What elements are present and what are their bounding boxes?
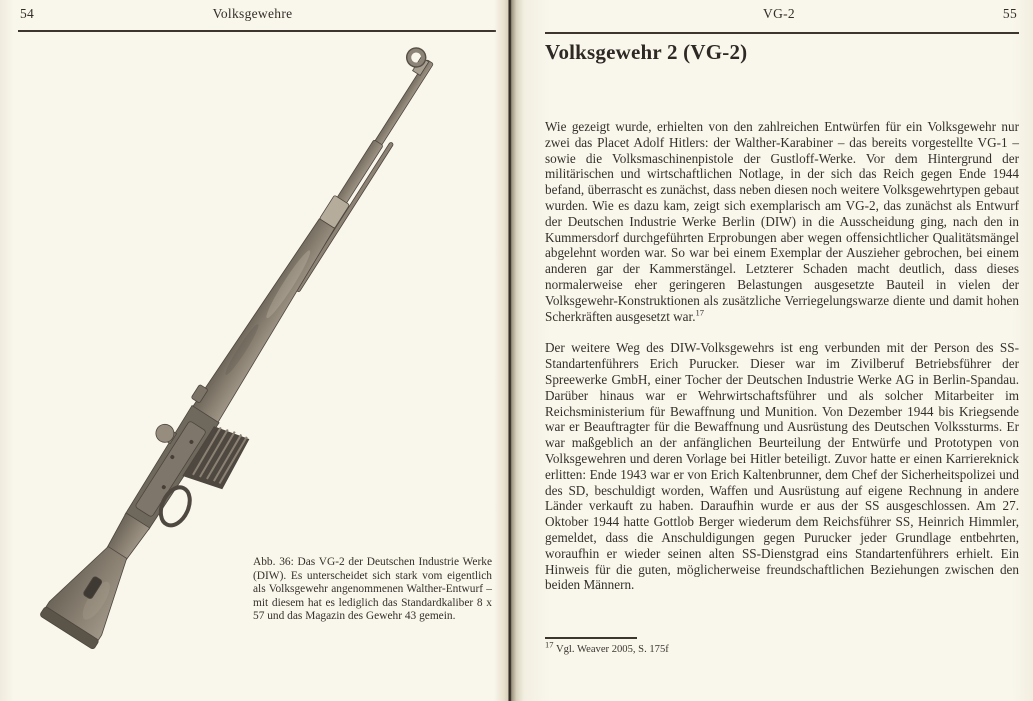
paragraph-1: [545, 119, 1019, 324]
paragraph-2-text: Der weitere Weg des DIW-Volksgewehrs ist eng verbunden mit der Person des SS-Standartenführers Erich Purucker. Dieser war im Zivilberuf Betriebsführer der Spreewerke GmbH, einer Tocher der Deutschen Industrie Werke AG in Berlin-Spandau. Darüber hinaus war er Wehrwirtschaftsführer und als solcher Mitarbeiter im Reichsministerium für Bewaffnung und Munition. Von Dezember 1944 bis Kriegsende war er Beauftragter für die Bewaffnung und Ausrüstung des Deutschen Volkssturms. Er war maßgeblich an der anfänglichen Beurteilung der Entwürfe und Prototypen von Volksgewehren und deren Vorlage bei Hitler beteiligt. Zuvor hatte er einen Karriereknick erlitten: Ende 1943 war er von Erich Kaltenbrunner, dem Chef der Sicherheitspolizei und des SD, beschuldigt worden, Waffen und Ausrüstung auf eigene Rechnung in andere Länder verkauft zu haben. Daraufhin wurde er aus der SS ausgeschlossen. Am 27. Oktober 1944 hatte Gottlob Berger wiederum dem Reichsführer SS, Heinrich Himmler, gemeldet, dass die Anschuldigungen gegen Purucker jeder Grundlage entbehrten, woraufhin er wieder seinen alten SS-Dienstgrad eins Standartenführers erhielt. Ein Hinweis für die guten, möglicherweise freundschaftlichen Beziehungen zwischen den beiden Männern.: [545, 340, 1019, 593]
footnote-number: 17: [545, 638, 554, 649]
right-page-number: 55: [1002, 6, 1017, 21]
footnote-rule: [545, 637, 637, 639]
footnote-text: [545, 638, 845, 655]
book-gutter: [494, 0, 528, 701]
left-running-title: Volksgewehre: [212, 6, 293, 21]
rifle-barrel: [373, 59, 433, 148]
left-page-number: 54: [20, 6, 35, 21]
left-page: [0, 0, 505, 701]
rifle-cleaning-rod: [296, 142, 394, 293]
body-text: [545, 119, 1019, 609]
left-header-rule: [18, 30, 496, 32]
right-page: [525, 0, 1033, 701]
footnote-citation: Vgl. Weaver 2005, S. 175f: [555, 643, 669, 655]
paragraph-2: [545, 340, 1019, 593]
paragraph-1-text: Wie gezeigt wurde, erhielten von den zahlreichen Entwürfen für ein Volksgewehr nur zwei das Placet Adolf Hitlers: der Walther-Karabiner – das bereits vorgestellte VG-1 – sowie die Volksmaschinenpistole der Gustloff-Werke. Vor dem Hintergrund der militärischen und wirtschaftlichen Notlage, in der sich das Reich gegen Ende 1944 befand, überrascht es zunächst, dass neben diesen noch weitere Volksgewehrtypen gebaut wurden. Wie es dazu kam, zeigt sich exemplarisch am VG-2, das zunächst als Entwurf der Deutschen Industrie Werke Berlin (DIW) in die Ausscheidung ging, nach den in Kummersdorf durchgeführten Erprobungen aber wegen offensichtlicher Qualitätsmängel abgelehnt worden war. So war bei einem Exemplar der Auszieher gebrochen, bei einem anderen gar der Kammerstängel. Letzterer Schaden macht deutlich, dass dieses normalerweise eher geringeren Belastungen ausgesetzte Bauteil in vielen der Volksgewehr-Konstruktionen als zusätzliche Verriegelungswarze diente und damit hohen Scherkräften ausgesetzt war.: [545, 119, 1019, 324]
chapter-title: Volksgewehr 2 (VG-2): [545, 40, 748, 64]
right-running-title: VG-2: [763, 6, 795, 21]
footnote-reference: 17: [695, 307, 704, 318]
figure-caption: Abb. 36: Das VG-2 der Deutschen Industrie Werke (DIW). Es unterscheidet sich stark vom eigentlich als Volksgewehr angenommenen Walther-Entwurf – mit diesem hat es lediglich das Standardkaliber 8 x 57 und das Magazin des Gewehr 43 gemein.: [253, 556, 492, 623]
rifle-forend: [190, 215, 340, 427]
right-header-rule: [545, 32, 1019, 34]
footnote: [545, 637, 845, 655]
